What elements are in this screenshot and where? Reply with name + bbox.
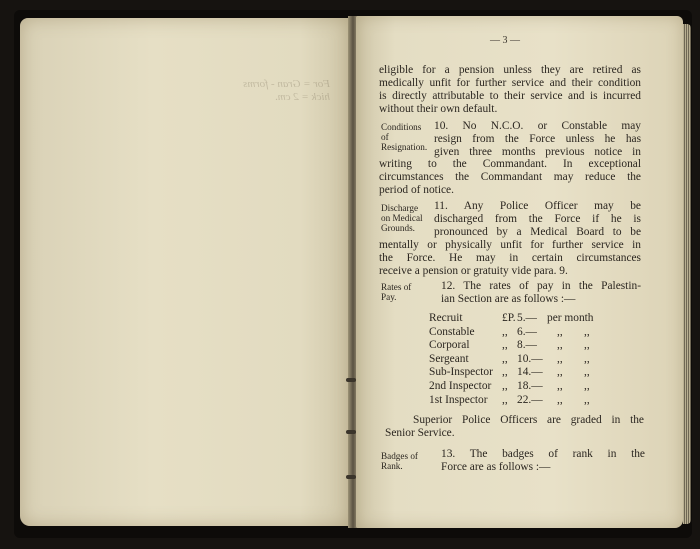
rank-cell: Sergeant [429,352,469,365]
text-line: 12. The rates of pay in the Palestin- [441,280,641,292]
ditto-cell: ,, [584,379,590,392]
bleed-line: For = Gran - forms [243,78,330,90]
amount-cell: 14.— [517,366,543,379]
label-line: of [381,132,389,142]
table-row [429,312,629,326]
margin-label-resignation [381,122,427,152]
label-line: Rank. [381,461,403,471]
text-line: circumstances the Commandant may reduce the [379,171,641,183]
text-line: 11. Any Police Officer may be [434,200,641,212]
margin-label-pay [381,282,411,302]
rank-cell: Recruit [429,312,463,324]
amount-cell: 18.— [517,379,543,392]
para-11-body [379,239,641,278]
para-10-line [434,133,641,146]
table-row [429,366,629,380]
rank-cell: Constable [429,325,475,338]
text-line: discharged from the Force if he is [434,213,641,225]
para-12-line [441,293,641,306]
margin-label-discharge [381,203,423,233]
para-13-head [441,448,645,461]
table-row [429,380,629,394]
amount-cell: 8.— [517,339,537,352]
pay-rates-table [429,312,629,407]
text-line: given three months previous notice in [434,146,641,158]
currency-cell: ,, [502,393,508,406]
period-cell: ,, [557,339,563,352]
amount-cell: 5.— [517,312,537,324]
para-11-line [434,226,641,239]
label-line: Badges of [381,451,418,461]
para-10-head [434,120,641,133]
ditto-cell: ,, [584,325,590,338]
superior-officers-line [413,414,644,427]
text-line: the Force. He may in certain circumstances [379,252,641,264]
currency-cell: ,, [502,339,508,352]
para-10-body [379,158,641,197]
staple [346,378,356,382]
bleed-line: hick = 2 cm. [274,91,330,103]
table-row [429,326,629,340]
para-11-head [434,200,641,213]
page-number: — 3 — [490,35,520,46]
table-row [429,394,629,408]
rank-cell: 1st Inspector [429,393,488,406]
rank-cell: Sub-Inspector [429,366,493,379]
left-page-bleed-through [190,78,330,104]
amount-cell: 22.— [517,393,543,406]
ditto-cell: ,, [584,339,590,352]
ditto-cell: ,, [584,352,590,365]
label-line: Rates of [381,282,412,292]
text-line: Force are as follows :— [441,461,551,473]
text-line: pronounced by a Medical Board to be [434,226,641,238]
staple [346,475,356,479]
text-line: Senior Service. [385,427,455,439]
label-line: on Medical [381,213,423,223]
para-13-line [441,461,645,474]
ditto-cell: ,, [584,366,590,379]
rank-cell: 2nd Inspector [429,379,492,392]
para-11-line [434,213,641,226]
superior-officers-line [385,427,645,440]
text-line: 10. No N.C.O. or Constable may [434,120,641,132]
amount-cell: 10.— [517,352,543,365]
text-line: medically unfit for further service and their condition [379,77,641,89]
currency-cell: ,, [502,325,508,338]
period-cell: ,, [557,325,563,338]
intro-paragraph [379,64,641,116]
staple [346,430,356,434]
period-cell: ,, [557,393,563,406]
text-line: is directly attributable to their service and is incurred [379,90,641,102]
currency-cell: ,, [502,352,508,365]
text-line: ian Section are as follows :— [441,293,576,305]
rank-cell: Corporal [429,339,470,352]
para-12-head [441,280,641,293]
label-line: Grounds. [381,223,415,233]
period-cell: per month [547,312,594,324]
text-line: receive a pension or gratuity vide para. 9. [379,265,568,277]
text-line: Superior Police Officers are graded in the [413,414,644,426]
page-edges [683,24,691,524]
label-line: Discharge [381,203,419,213]
label-line: Pay. [381,292,397,302]
label-line: Conditions [381,122,422,132]
table-row [429,339,629,353]
currency-cell: £P. [502,312,516,324]
ditto-cell: ,, [584,393,590,406]
text-line: period of notice. [379,184,454,196]
margin-label-badges [381,451,418,471]
text-line: without their own default. [379,103,498,115]
text-line: mentally or physically unfit for further service in [379,239,641,251]
currency-cell: ,, [502,379,508,392]
period-cell: ,, [557,366,563,379]
currency-cell: ,, [502,366,508,379]
period-cell: ,, [557,379,563,392]
label-line: Resignation. [381,142,428,152]
period-cell: ,, [557,352,563,365]
left-page [20,18,350,526]
text-line: writing to the Commandant. In exceptional [379,158,641,170]
table-row [429,353,629,367]
text-line: 13. The badges of rank in the [441,448,645,460]
text-line: eligible for a pension unless they are retired as [379,64,641,76]
amount-cell: 6.— [517,325,537,338]
text-line: resign from the Force unless he has [434,133,641,145]
